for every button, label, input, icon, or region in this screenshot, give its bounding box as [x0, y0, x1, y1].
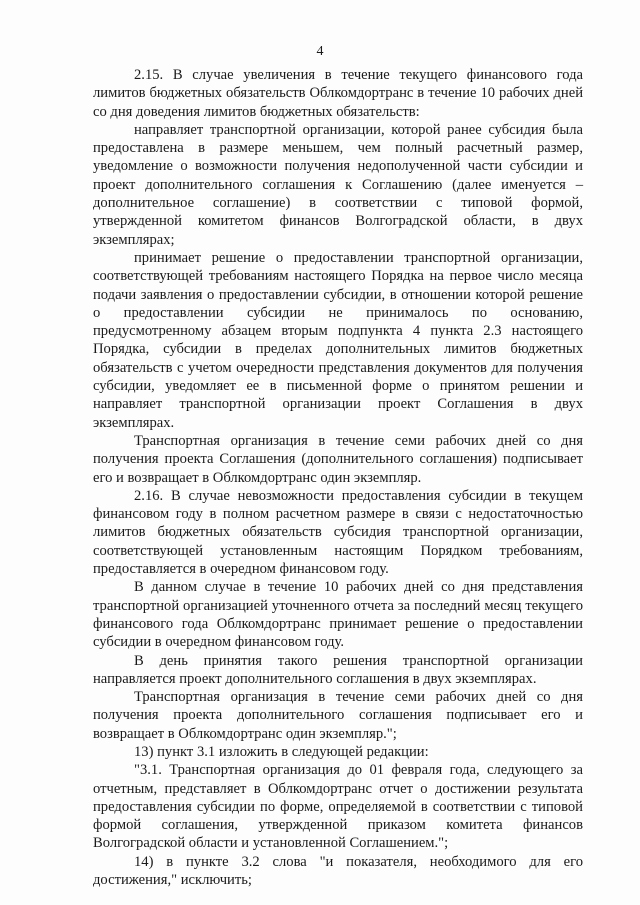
paragraph-2-16: 2.16. В случае невозможности предоставления субсидии в текущем финансовом году в полном расчетном размере в связи с недостаточностью лимитов бюджетных обязательств субсидия транспортной организации, соответствующей установленным настоящим Порядком требованиям, предоставляется в очередном финансовом году.: [93, 487, 583, 578]
paragraph-next-year-decision: В данном случае в течение 10 рабочих дней со дня представления транспортной организацией уточненного отчета за последний месяц текущего финансового года Облкомдортранс принимает решение о предоставлении субсидии в очередном финансовом году.: [93, 579, 583, 651]
paragraph-3-1: "3.1. Транспортная организация до 01 февраля года, следующего за отчетным, представляет в Облкомдортранс отчет о достижении результата предоставления субсидии по форме, определяемой в соответствии с типовой формой соглашения, утвержденной приказом комитета финансов Волгоградской области и установленной Соглашением.";: [93, 762, 583, 852]
document-body: [93, 66, 583, 889]
paragraph-2-15: 2.15. В случае увеличения в течение текущего финансового года лимитов бюджетных обязательств Облкомдортранс в течение 10 рабочих дней со дня доведения лимитов бюджетных обязательств:: [93, 67, 583, 120]
paragraph-decision-day: В день принятия такого решения транспортной организации направляется проект дополнительного соглашения в двух экземплярах.: [93, 652, 583, 687]
paragraph-makes-decision: принимает решение о предоставлении транспортной организации, соответствующей требованиям настоящего Порядка на первое число месяца подачи заявления о предоставлении субсидии, в отношении которой решение о предоставлении субсидии не принималось по основанию, предусмотренному абзацем вторым подпункта 4 пункта 2.3 настоящего Порядка, субсидии в пределах дополнительных лимитов бюджетных обязательств с учетом очередности представления документов для получения субсидии, уведомляет ее в письменной форме о принятом решении и направляет транспортной организации проект Соглашения в двух экземплярах.: [93, 249, 583, 431]
paragraph-item-14: 14) в пункте 3.2 слова "и показателя, необходимого для его достижения," исключить;: [93, 853, 583, 889]
page-number: 4: [316, 44, 324, 59]
paragraph-signing-agreement: Транспортная организация в течение семи рабочих дней со дня получения проекта Соглашения (дополнительного соглашения) подписывает его и возвращает в Облкомдортранс один экземпляр.: [93, 432, 583, 486]
paragraph-signing-additional: Транспортная организация в течение семи рабочих дней со дня получения проекта дополнительного соглашения подписывает его и возвращает в Облкомдортранс один экземпляр.";: [93, 689, 583, 742]
paragraph-item-13: 13) пункт 3.1 изложить в следующей редакции:: [134, 743, 429, 760]
paragraph-sends-notice: направляет транспортной организации, которой ранее субсидия была предоставлена в размере меньшем, чем полный расчетный размер, уведомление о возможности получения недополученной части субсидии и проект дополнительного соглашения к Соглашению (далее именуется – дополнительное соглашение) в соответствии с типовой формой, утвержденной комитетом финансов Волгоградской области, в двух экземплярах;: [93, 121, 583, 248]
